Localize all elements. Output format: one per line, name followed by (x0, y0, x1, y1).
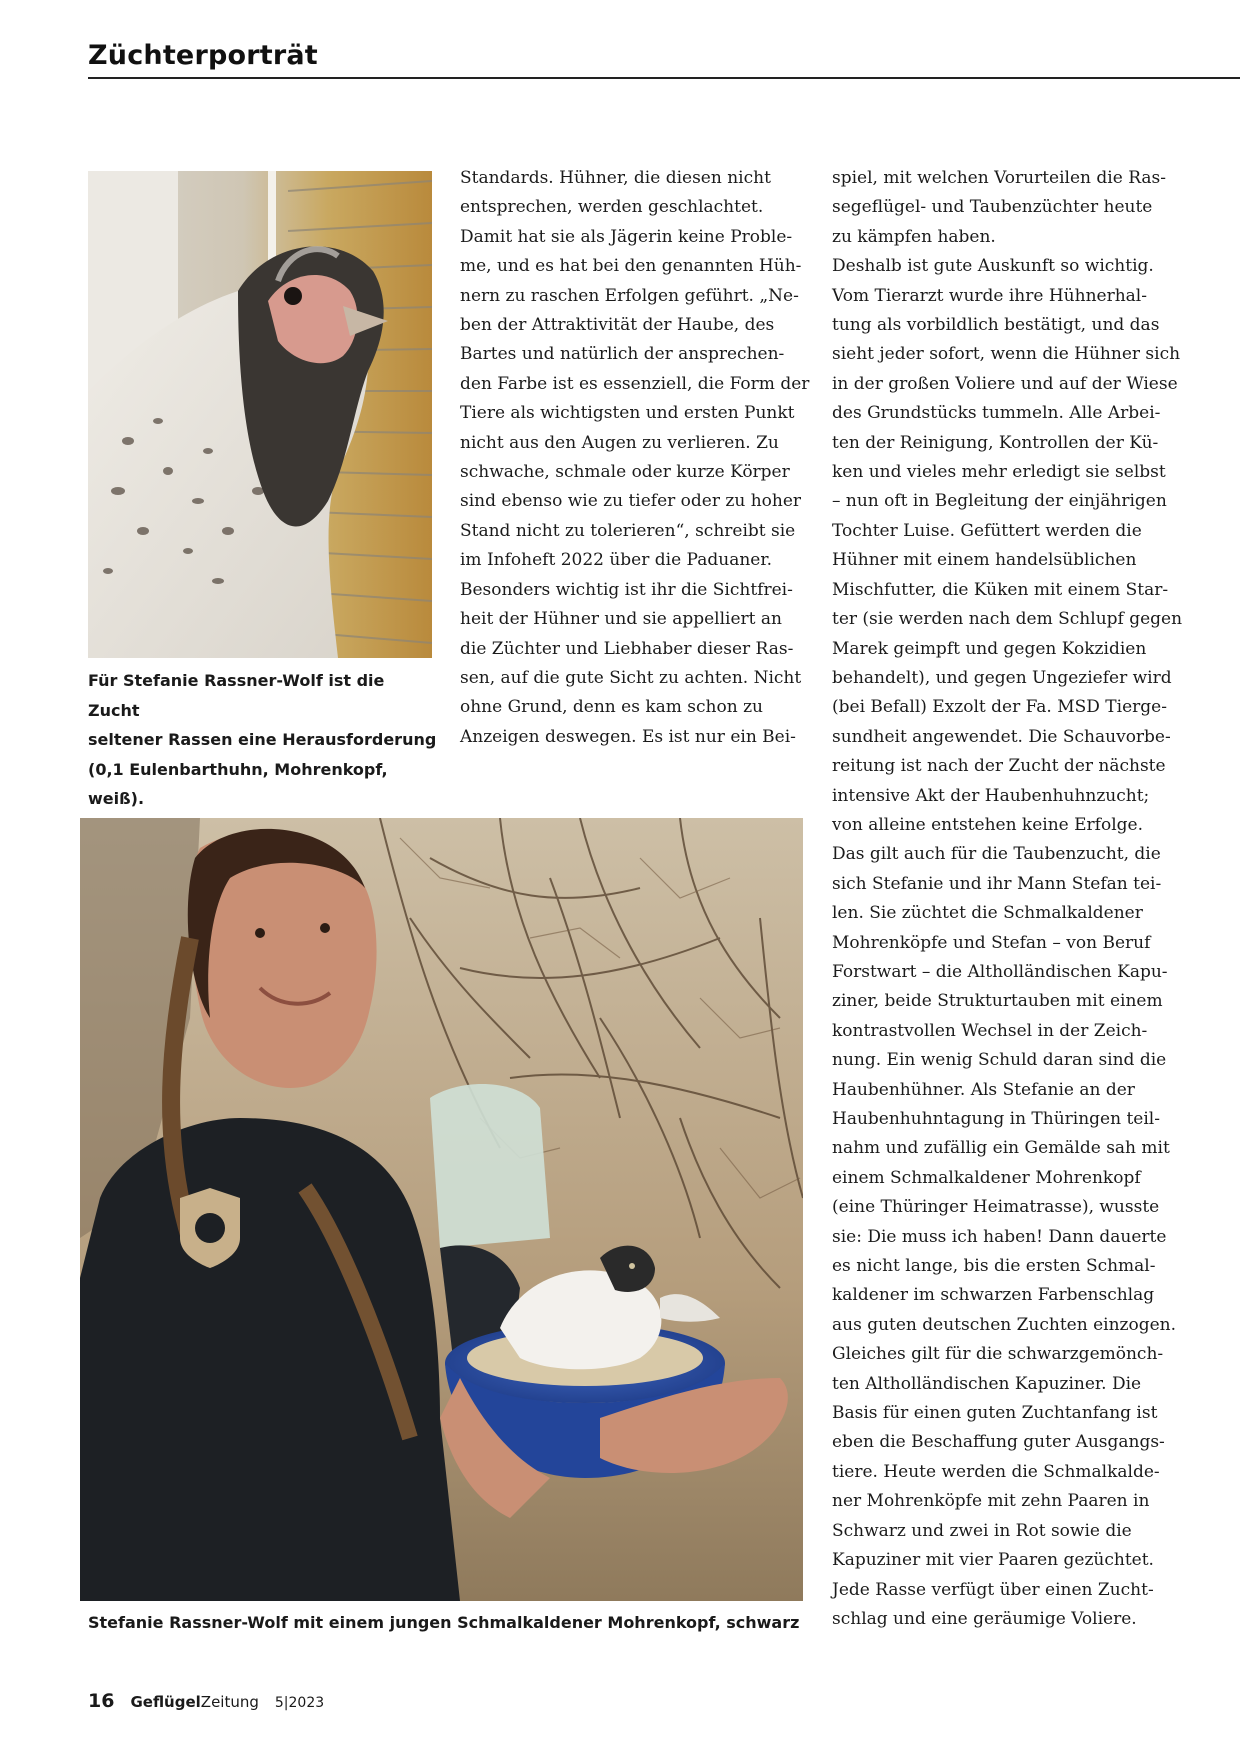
text-line: intensive Akt der Haubenhuhnzucht; (832, 785, 1150, 806)
text-line: ben der Attraktivität der Haube, des (460, 315, 775, 336)
text-line: nern zu raschen Erfolgen geführt. „Ne- (460, 285, 799, 306)
woman-photo-caption: Stefanie Rassner-Wolf mit einem jungen Schmalkaldener Mohrenkopf, schwarz (88, 1613, 800, 1632)
text-line: ziner, beide Strukturtauben mit einem (832, 991, 1163, 1012)
text-line: Kapuziner mit vier Paaren gezüchtet. (832, 1550, 1154, 1571)
text-line: aus guten deutschen Zuchten einzogen. (832, 1314, 1177, 1335)
text-line: ter (sie werden nach dem Schlupf gegen (832, 609, 1183, 630)
text-line: nahm und zufällig ein Gemälde sah mit (832, 1138, 1170, 1159)
text-line: ten Altholländischen Kapuziner. Die (832, 1373, 1142, 1394)
text-line: eben die Beschaffung guter Ausgangs- (832, 1432, 1165, 1453)
text-line: Gleiches gilt für die schwarzgemönch- (832, 1344, 1164, 1365)
text-line: Damit hat sie als Jägerin keine Proble- (460, 226, 793, 247)
text-line: zu kämpfen haben. (832, 226, 996, 247)
text-line: Haubenhuhntagung in Thüringen teil- (832, 1109, 1160, 1129)
text-line: heit der Hühner und sie appelliert an (460, 609, 783, 630)
text-line: – nun oft in Begleitung der einjährigen (832, 491, 1167, 512)
text-line: Deshalb ist gute Auskunft so wichtig. (832, 256, 1154, 277)
text-line: entsprechen, werden geschlachtet. (460, 197, 764, 218)
text-line: Jede Rasse verfügt über einen Zucht- (832, 1579, 1154, 1600)
text-line: die Züchter und Liebhaber dieser Ras- (460, 638, 794, 659)
body-column-right (832, 164, 1182, 1634)
caption-line: (0,1 Eulenbarthuhn, Mohrenkopf, weiß). (88, 759, 388, 809)
caption-line: Für Stefanie Rassner-Wolf ist die Zucht (88, 671, 385, 720)
text-line: ner Mohrenköpfe mit zehn Paaren in (832, 1491, 1150, 1512)
text-line: len. Sie züchtet die Schmalkaldener (832, 903, 1143, 924)
text-line: segeflügel- und Taubenzüchter heute (832, 197, 1153, 218)
text-line: sieht jeder sofort, wenn die Hühner sich (832, 344, 1181, 365)
text-line: Schwarz und zwei in Rot sowie die (832, 1520, 1132, 1541)
text-line: sen, auf die gute Sicht zu achten. Nicht (460, 667, 802, 688)
text-line: kontrastvollen Wechsel in der Zeich- (832, 1020, 1148, 1041)
text-line: nung. Ein wenig Schuld daran sind die (832, 1050, 1167, 1071)
text-line: me, und es hat bei den genannten Hüh- (460, 256, 802, 277)
text-line: ohne Grund, denn es kam schon zu (460, 697, 763, 718)
text-line: Forstwart – die Altholländischen Kapu- (832, 961, 1168, 982)
text-line: spiel, mit welchen Vorurteilen die Ras- (832, 168, 1166, 188)
text-line: Anzeigen deswegen. Es ist nur ein Bei- (460, 726, 796, 747)
text-line: Besonders wichtig ist ihr die Sichtfrei- (460, 579, 793, 600)
text-line: Standards. Hühner, die diesen nicht (460, 168, 771, 188)
text-line: Mischfutter, die Küken mit einem Star- (832, 579, 1169, 600)
text-line: Hühner mit einem handelsüblichen (832, 550, 1137, 571)
text-line: in der großen Voliere und auf der Wiese (832, 373, 1178, 394)
page-number: 16 (88, 1690, 115, 1712)
text-line: des Grundstücks tummeln. Alle Arbei- (832, 403, 1161, 424)
text-line: behandelt), und gegen Ungeziefer wird (832, 667, 1172, 688)
caption-line: seltener Rassen eine Herausforderung (88, 730, 437, 750)
text-line: schwache, schmale oder kurze Körper (460, 462, 790, 483)
text-line: Marek geimpft und gegen Kokzidien (832, 638, 1147, 659)
chicken-photo-caption (88, 666, 438, 814)
text-line: Bartes und natürlich der ansprechen- (460, 344, 785, 365)
text-line: (bei Befall) Exzolt der Fa. MSD Tierge- (832, 697, 1167, 718)
text-line: kaldener im schwarzen Farbenschlag (832, 1285, 1155, 1306)
text-line: Vom Tierarzt wurde ihre Hühnerhal- (832, 285, 1147, 306)
text-line: ten der Reinigung, Kontrollen der Kü- (832, 432, 1159, 453)
text-line: einem Schmalkaldener Mohrenkopf (832, 1167, 1141, 1188)
text-line: Tiere als wichtigsten und ersten Punkt (460, 403, 795, 424)
text-line: sundheit angewendet. Die Schauvorbe- (832, 726, 1171, 747)
text-line: sind ebenso wie zu tiefer oder zu hoher (460, 491, 802, 512)
text-line: tung als vorbildlich bestätigt, und das (832, 315, 1160, 336)
text-line: es nicht lange, bis die ersten Schmal- (832, 1256, 1156, 1277)
text-line: ken und vieles mehr erledigt sie selbst (832, 462, 1166, 483)
text-line: Mohrenköpfe und Stefan – von Beruf (832, 932, 1151, 953)
text-line: sich Stefanie und ihr Mann Stefan tei- (832, 873, 1162, 894)
text-line: von alleine entstehen keine Erfolge. (832, 814, 1143, 835)
chicken-photo (88, 171, 432, 658)
page-footer (88, 1690, 324, 1712)
text-line: Basis für einen guten Zuchtanfang ist (832, 1403, 1158, 1424)
text-line: Stand nicht zu tolerieren“, schreibt sie (460, 520, 796, 541)
issue-number: 5|2023 (274, 1695, 325, 1711)
header-rule (88, 77, 1240, 79)
section-title: Züchterporträt (88, 40, 318, 71)
text-line: schlag und eine geräumige Voliere. (832, 1608, 1137, 1629)
magazine-name-light: Zeitung (200, 1693, 259, 1711)
text-line: tiere. Heute werden die Schmalkalde- (832, 1461, 1160, 1482)
text-line: nicht aus den Augen zu verlieren. Zu (460, 432, 779, 453)
text-line: sie: Die muss ich haben! Dann dauerte (832, 1226, 1167, 1247)
text-line: reitung ist nach der Zucht der nächste (832, 756, 1166, 777)
text-line: Tochter Luise. Gefüttert werden die (832, 520, 1142, 541)
magazine-name-bold: Geflügel (130, 1693, 201, 1711)
body-column-middle (460, 164, 810, 752)
text-line: Haubenhühner. Als Stefanie an der (832, 1079, 1135, 1100)
text-line: im Infoheft 2022 über die Paduaner. (460, 550, 773, 571)
text-line: den Farbe ist es essenziell, die Form der (460, 373, 810, 394)
woman-with-pigeon-photo (80, 818, 803, 1601)
text-line: (eine Thüringer Heimatrasse), wusste (832, 1197, 1160, 1218)
text-line: Das gilt auch für die Taubenzucht, die (832, 844, 1161, 865)
